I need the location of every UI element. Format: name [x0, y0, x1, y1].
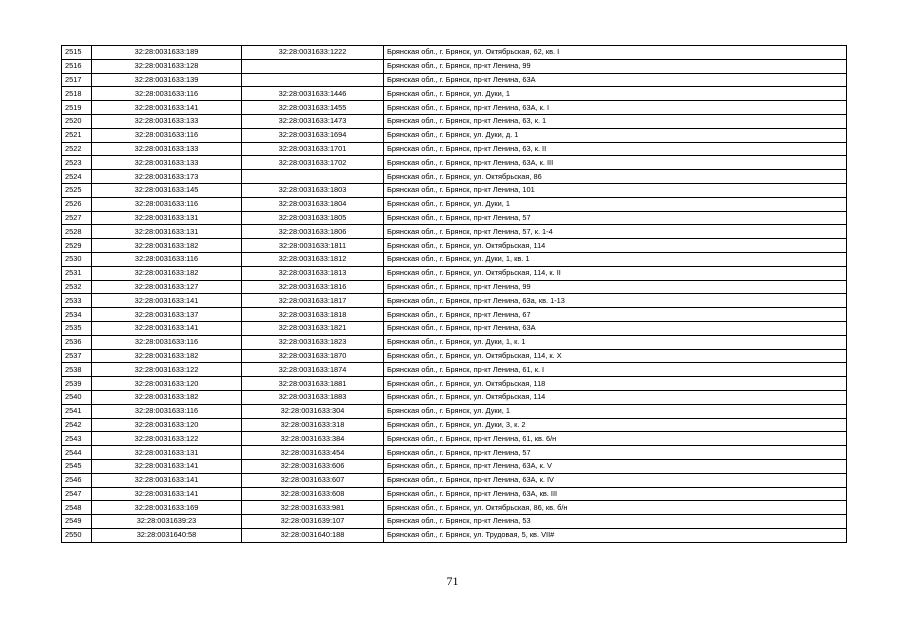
table-row: [62, 46, 847, 60]
address-cell: Брянская обл., г. Брянск, ул. Октябрьская, 86: [384, 170, 847, 184]
parent-cadastral-number-cell: 32:28:0031633:145: [92, 183, 242, 197]
row-number-cell: 2534: [62, 308, 92, 322]
row-number-cell: 2545: [62, 459, 92, 473]
address-cell: Брянская обл., г. Брянск, ул. Дуки, 1: [384, 87, 847, 101]
address-cell: Брянская обл., г. Брянск, пр-кт Ленина, 61, кв. 6/н: [384, 432, 847, 446]
parent-cadastral-number-cell: 32:28:0031633:131: [92, 225, 242, 239]
table-row: [62, 114, 847, 128]
row-number-cell: 2522: [62, 142, 92, 156]
cadastral-number-cell: 32:28:0031633:1816: [242, 280, 384, 294]
parent-cadastral-number-cell: 32:28:0031639:23: [92, 515, 242, 529]
cadastral-number-cell: 32:28:0031633:1823: [242, 335, 384, 349]
parent-cadastral-number-cell: 32:28:0031640:58: [92, 528, 242, 542]
cadastral-number-cell: 32:28:0031633:1883: [242, 390, 384, 404]
parent-cadastral-number-cell: 32:28:0031633:141: [92, 487, 242, 501]
row-number-cell: 2528: [62, 225, 92, 239]
address-cell: Брянская обл., г. Брянск, ул. Октябрьская, 62, кв. I: [384, 46, 847, 60]
parent-cadastral-number-cell: 32:28:0031633:131: [92, 446, 242, 460]
table-row: [62, 142, 847, 156]
table-row: [62, 101, 847, 115]
table-row: [62, 294, 847, 308]
table-row: [62, 280, 847, 294]
cadastral-number-cell: 32:28:0031633:1473: [242, 114, 384, 128]
row-number-cell: 2524: [62, 170, 92, 184]
cadastral-number-cell: 32:28:0031639:107: [242, 515, 384, 529]
address-cell: Брянская обл., г. Брянск, ул. Дуки, 1: [384, 404, 847, 418]
cadastral-number-cell: 32:28:0031633:1701: [242, 142, 384, 156]
parent-cadastral-number-cell: 32:28:0031633:169: [92, 501, 242, 515]
row-number-cell: 2515: [62, 46, 92, 60]
address-cell: Брянская обл., г. Брянск, пр-кт Ленина, 57: [384, 446, 847, 460]
table-row: [62, 183, 847, 197]
cadastral-number-cell: 32:28:0031633:607: [242, 473, 384, 487]
table-row: [62, 487, 847, 501]
table-row: [62, 156, 847, 170]
parent-cadastral-number-cell: 32:28:0031633:141: [92, 101, 242, 115]
parent-cadastral-number-cell: 32:28:0031633:120: [92, 377, 242, 391]
parent-cadastral-number-cell: 32:28:0031633:133: [92, 142, 242, 156]
address-cell: Брянская обл., г. Брянск, ул. Дуки, 1: [384, 197, 847, 211]
address-cell: Брянская обл., г. Брянск, пр-кт Ленина, 63А: [384, 321, 847, 335]
cadastral-number-cell: 32:28:0031633:318: [242, 418, 384, 432]
cadastral-number-cell: 32:28:0031633:1455: [242, 101, 384, 115]
parent-cadastral-number-cell: 32:28:0031633:182: [92, 266, 242, 280]
address-cell: Брянская обл., г. Брянск, пр-кт Ленина, 101: [384, 183, 847, 197]
row-number-cell: 2533: [62, 294, 92, 308]
cadastral-table: [61, 45, 847, 543]
row-number-cell: 2547: [62, 487, 92, 501]
address-cell: Брянская обл., г. Брянск, пр-кт Ленина, 67: [384, 308, 847, 322]
address-cell: Брянская обл., г. Брянск, ул. Трудовая, 5, кв. VII#: [384, 528, 847, 542]
table-row: [62, 308, 847, 322]
cadastral-number-cell: 32:28:0031633:1804: [242, 197, 384, 211]
address-cell: Брянская обл., г. Брянск, ул. Дуки, 3, к. 2: [384, 418, 847, 432]
row-number-cell: 2546: [62, 473, 92, 487]
parent-cadastral-number-cell: 32:28:0031633:182: [92, 390, 242, 404]
parent-cadastral-number-cell: 32:28:0031633:141: [92, 294, 242, 308]
cadastral-number-cell: 32:28:0031633:606: [242, 459, 384, 473]
row-number-cell: 2516: [62, 59, 92, 73]
row-number-cell: 2538: [62, 363, 92, 377]
address-cell: Брянская обл., г. Брянск, ул. Дуки, д. 1: [384, 128, 847, 142]
row-number-cell: 2543: [62, 432, 92, 446]
parent-cadastral-number-cell: 32:28:0031633:116: [92, 87, 242, 101]
address-cell: Брянская обл., г. Брянск, пр-кт Ленина, 63А, к. I: [384, 101, 847, 115]
row-number-cell: 2541: [62, 404, 92, 418]
parent-cadastral-number-cell: 32:28:0031633:120: [92, 418, 242, 432]
table-row: [62, 239, 847, 253]
table-row: [62, 211, 847, 225]
address-cell: Брянская обл., г. Брянск, пр-кт Ленина, 63А: [384, 73, 847, 87]
address-cell: Брянская обл., г. Брянск, пр-кт Ленина, 57: [384, 211, 847, 225]
table-row: [62, 170, 847, 184]
row-number-cell: 2517: [62, 73, 92, 87]
cadastral-number-cell: 32:28:0031633:1694: [242, 128, 384, 142]
cadastral-number-cell: 32:28:0031633:304: [242, 404, 384, 418]
parent-cadastral-number-cell: 32:28:0031633:133: [92, 114, 242, 128]
address-cell: Брянская обл., г. Брянск, пр-кт Ленина, 53: [384, 515, 847, 529]
parent-cadastral-number-cell: 32:28:0031633:173: [92, 170, 242, 184]
address-cell: Брянская обл., г. Брянск, пр-кт Ленина, 99: [384, 280, 847, 294]
address-cell: Брянская обл., г. Брянск, ул. Дуки, 1, кв. 1: [384, 252, 847, 266]
parent-cadastral-number-cell: 32:28:0031633:141: [92, 321, 242, 335]
row-number-cell: 2521: [62, 128, 92, 142]
cadastral-number-cell: 32:28:0031633:1818: [242, 308, 384, 322]
table-row: [62, 432, 847, 446]
address-cell: Брянская обл., г. Брянск, пр-кт Ленина, 63А, к. IV: [384, 473, 847, 487]
table-row: [62, 321, 847, 335]
cadastral-number-cell: 32:28:0031633:1874: [242, 363, 384, 377]
cadastral-number-cell: 32:28:0031633:384: [242, 432, 384, 446]
parent-cadastral-number-cell: 32:28:0031633:131: [92, 211, 242, 225]
row-number-cell: 2527: [62, 211, 92, 225]
table-row: [62, 335, 847, 349]
parent-cadastral-number-cell: 32:28:0031633:137: [92, 308, 242, 322]
row-number-cell: 2529: [62, 239, 92, 253]
cadastral-number-cell: 32:28:0031633:1812: [242, 252, 384, 266]
parent-cadastral-number-cell: 32:28:0031633:116: [92, 404, 242, 418]
parent-cadastral-number-cell: 32:28:0031633:189: [92, 46, 242, 60]
row-number-cell: 2550: [62, 528, 92, 542]
table-row: [62, 59, 847, 73]
address-cell: Брянская обл., г. Брянск, пр-кт Ленина, 61, к. I: [384, 363, 847, 377]
parent-cadastral-number-cell: 32:28:0031633:122: [92, 363, 242, 377]
row-number-cell: 2531: [62, 266, 92, 280]
row-number-cell: 2519: [62, 101, 92, 115]
table-row: [62, 252, 847, 266]
address-cell: Брянская обл., г. Брянск, ул. Октябрьская, 118: [384, 377, 847, 391]
cadastral-number-cell: 32:28:0031633:1805: [242, 211, 384, 225]
address-cell: Брянская обл., г. Брянск, ул. Октябрьская, 114: [384, 239, 847, 253]
table-row: [62, 128, 847, 142]
table-row: [62, 377, 847, 391]
row-number-cell: 2530: [62, 252, 92, 266]
table-row: [62, 501, 847, 515]
table-row: [62, 349, 847, 363]
address-cell: Брянская обл., г. Брянск, ул. Октябрьская, 114: [384, 390, 847, 404]
cadastral-number-cell: [242, 73, 384, 87]
parent-cadastral-number-cell: 32:28:0031633:127: [92, 280, 242, 294]
address-cell: Брянская обл., г. Брянск, ул. Октябрьская, 114, к. II: [384, 266, 847, 280]
parent-cadastral-number-cell: 32:28:0031633:122: [92, 432, 242, 446]
row-number-cell: 2542: [62, 418, 92, 432]
table-row: [62, 73, 847, 87]
cadastral-number-cell: [242, 59, 384, 73]
parent-cadastral-number-cell: 32:28:0031633:116: [92, 197, 242, 211]
cadastral-number-cell: 32:28:0031633:1446: [242, 87, 384, 101]
parent-cadastral-number-cell: 32:28:0031633:116: [92, 128, 242, 142]
row-number-cell: 2537: [62, 349, 92, 363]
parent-cadastral-number-cell: 32:28:0031633:116: [92, 252, 242, 266]
parent-cadastral-number-cell: 32:28:0031633:182: [92, 349, 242, 363]
cadastral-number-cell: 32:28:0031633:1811: [242, 239, 384, 253]
row-number-cell: 2535: [62, 321, 92, 335]
parent-cadastral-number-cell: 32:28:0031633:141: [92, 459, 242, 473]
row-number-cell: 2548: [62, 501, 92, 515]
table-row: [62, 473, 847, 487]
address-cell: Брянская обл., г. Брянск, пр-кт Ленина, 63А, к. III: [384, 156, 847, 170]
row-number-cell: 2518: [62, 87, 92, 101]
row-number-cell: 2525: [62, 183, 92, 197]
table-row: [62, 266, 847, 280]
table-row: [62, 404, 847, 418]
row-number-cell: 2539: [62, 377, 92, 391]
address-cell: Брянская обл., г. Брянск, пр-кт Ленина, 99: [384, 59, 847, 73]
cadastral-number-cell: 32:28:0031633:1702: [242, 156, 384, 170]
cadastral-number-cell: 32:28:0031633:1821: [242, 321, 384, 335]
address-cell: Брянская обл., г. Брянск, ул. Октябрьская, 114, к. X: [384, 349, 847, 363]
table-row: [62, 87, 847, 101]
table-body: [62, 46, 847, 543]
parent-cadastral-number-cell: 32:28:0031633:182: [92, 239, 242, 253]
cadastral-number-cell: 32:28:0031633:1881: [242, 377, 384, 391]
cadastral-number-cell: 32:28:0031633:454: [242, 446, 384, 460]
cadastral-number-cell: 32:28:0031633:1803: [242, 183, 384, 197]
row-number-cell: 2520: [62, 114, 92, 128]
row-number-cell: 2523: [62, 156, 92, 170]
table-row: [62, 446, 847, 460]
table-row: [62, 515, 847, 529]
cadastral-number-cell: 32:28:0031633:1870: [242, 349, 384, 363]
cadastral-number-cell: 32:28:0031633:1813: [242, 266, 384, 280]
address-cell: Брянская обл., г. Брянск, ул. Дуки, 1, к. 1: [384, 335, 847, 349]
row-number-cell: 2532: [62, 280, 92, 294]
cadastral-number-cell: 32:28:0031633:981: [242, 501, 384, 515]
row-number-cell: 2544: [62, 446, 92, 460]
cadastral-number-cell: [242, 170, 384, 184]
address-cell: Брянская обл., г. Брянск, пр-кт Ленина, 63, к. II: [384, 142, 847, 156]
cadastral-number-cell: 32:28:0031633:608: [242, 487, 384, 501]
cadastral-number-cell: 32:28:0031640:188: [242, 528, 384, 542]
row-number-cell: 2549: [62, 515, 92, 529]
parent-cadastral-number-cell: 32:28:0031633:116: [92, 335, 242, 349]
cadastral-number-cell: 32:28:0031633:1806: [242, 225, 384, 239]
parent-cadastral-number-cell: 32:28:0031633:133: [92, 156, 242, 170]
address-cell: Брянская обл., г. Брянск, пр-кт Ленина, 63а, кв. 1-13: [384, 294, 847, 308]
table-row: [62, 528, 847, 542]
address-cell: Брянская обл., г. Брянск, пр-кт Ленина, 63А, к. V: [384, 459, 847, 473]
row-number-cell: 2536: [62, 335, 92, 349]
table-row: [62, 225, 847, 239]
table-row: [62, 363, 847, 377]
table-row: [62, 459, 847, 473]
cadastral-number-cell: 32:28:0031633:1817: [242, 294, 384, 308]
parent-cadastral-number-cell: 32:28:0031633:128: [92, 59, 242, 73]
cadastral-number-cell: 32:28:0031633:1222: [242, 46, 384, 60]
row-number-cell: 2526: [62, 197, 92, 211]
table-row: [62, 418, 847, 432]
parent-cadastral-number-cell: 32:28:0031633:139: [92, 73, 242, 87]
table-row: [62, 390, 847, 404]
table-row: [62, 197, 847, 211]
address-cell: Брянская обл., г. Брянск, ул. Октябрьская, 86, кв. б/н: [384, 501, 847, 515]
page-number: 71: [446, 574, 459, 588]
row-number-cell: 2540: [62, 390, 92, 404]
address-cell: Брянская обл., г. Брянск, пр-кт Ленина, 63, к. 1: [384, 114, 847, 128]
parent-cadastral-number-cell: 32:28:0031633:141: [92, 473, 242, 487]
address-cell: Брянская обл., г. Брянск, пр-кт Ленина, 63А, кв. III: [384, 487, 847, 501]
address-cell: Брянская обл., г. Брянск, пр-кт Ленина, 57, к. 1-4: [384, 225, 847, 239]
